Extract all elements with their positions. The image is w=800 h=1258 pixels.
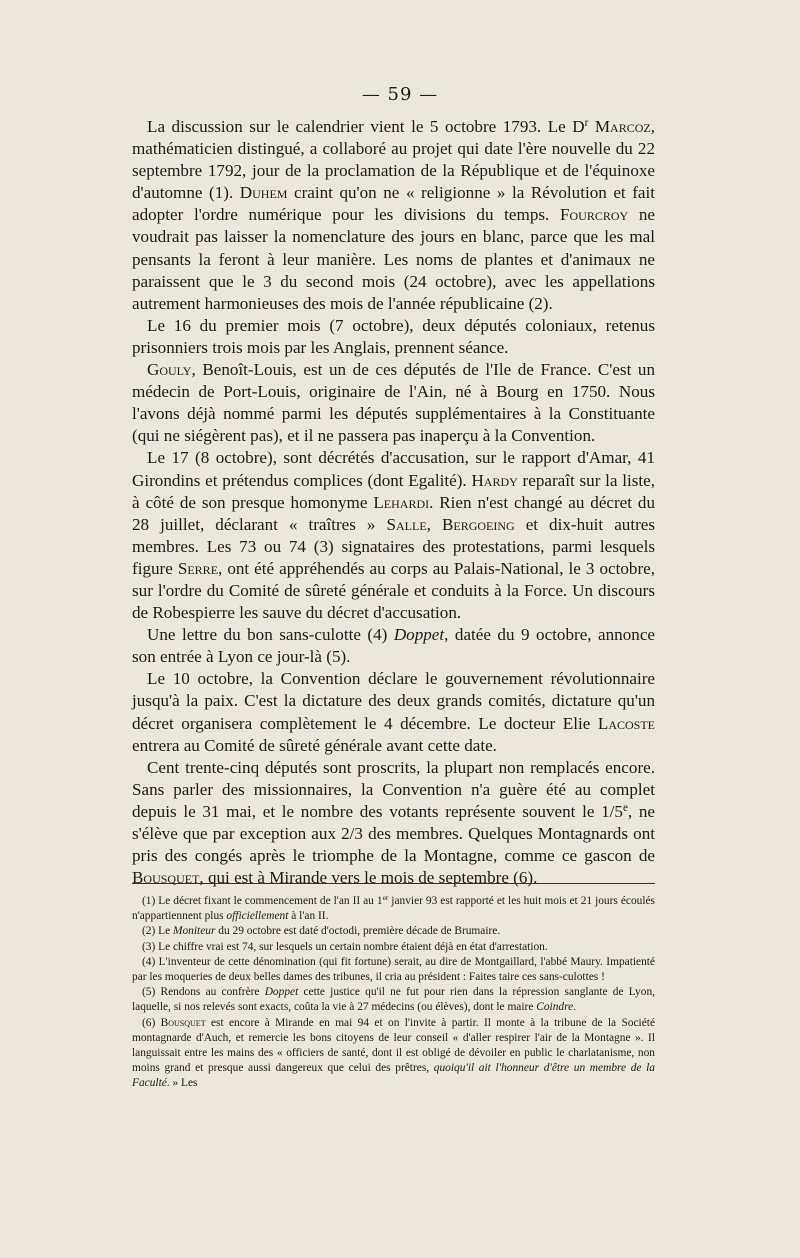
name-smallcaps: Bousquet xyxy=(132,868,200,888)
text-run: craint qu'on ne « religionne » la Révolution et fait adopter l'ordre numérique pour les divisions du temps. xyxy=(132,183,655,225)
text-run: . Rien n'est changé au décret du 28 juillet, déclarant « traîtres » xyxy=(132,492,655,534)
text-run: du 29 octobre est daté d'octodi, première décade de Brumaire. xyxy=(215,925,501,938)
text-run: (3) Le chiffre vrai est 74, sur lesquels un certain nombre étaient déjà en état d'arrestation. xyxy=(142,940,548,953)
paragraph xyxy=(132,116,655,315)
italic-text: Moniteur xyxy=(173,925,216,938)
text-run: janvier 93 est rapporté et les huit mois et 21 jours écoulés n'appartiennent plus xyxy=(132,895,655,923)
footnote xyxy=(132,924,655,939)
text-run: , ont été appréhendés au corps au Palais-National, le 3 octobre, sur l'ordre du Comité de sûreté générale et conduits à la Force. Un discours de Robespierre les sauve du décret d'accusation. xyxy=(132,558,655,623)
text-run: , qui est à Mirande vers le mois de septembre (6). xyxy=(199,868,538,888)
text-run: . » Les xyxy=(166,1077,198,1090)
italic-text: officiellement xyxy=(226,910,289,923)
name-smallcaps: Duhem xyxy=(239,183,288,203)
footnotes xyxy=(132,894,655,1092)
footnote xyxy=(132,955,655,985)
text-run: entrera au Comité de sûreté générale avant cette date. xyxy=(132,735,497,755)
text-run: (5) Rendons au confrère xyxy=(142,986,265,999)
text-run: , mathématicien distingué, a collaboré au projet qui date l'ère nouvelle du 22 septembre 1792, jour de la proclamation de la République et de l'équinoxe d'automne (1). xyxy=(132,117,655,203)
name-smallcaps: Bousquet xyxy=(160,1016,206,1029)
text-run: (6) xyxy=(142,1016,161,1029)
text-run: ne voudrait pas laisser la nomenclature des jours en blanc, parce que les mal pensants la feront à leur manière. Les noms de plantes et d'animaux ne paraissent que le 3 du second mois (24 octobre), avec les appellations autrement harmonieuses des mois de l'année républicaine (2). xyxy=(132,205,655,313)
text-run: Une lettre du bon sans-culotte (4) xyxy=(147,625,394,645)
paragraph xyxy=(132,668,655,756)
text-run: à l'an II. xyxy=(288,910,329,923)
italic-text: Coindre xyxy=(536,1001,574,1014)
name-smallcaps: Gouly xyxy=(147,360,192,380)
paragraph xyxy=(132,315,655,359)
text-run: reparaît sur la liste, à côté de son presque homonyme xyxy=(132,470,655,512)
page-number: — 59 — xyxy=(361,84,439,105)
main-text xyxy=(132,116,655,889)
superscript: e xyxy=(622,801,628,814)
paragraph xyxy=(132,359,655,447)
name-smallcaps: Lehardi xyxy=(373,492,430,512)
text-run: Le 16 du premier mois (7 octobre), deux députés coloniaux, retenus prisonniers trois mois par les Anglais, prennent séance. xyxy=(132,315,655,357)
footnote-rule xyxy=(132,883,655,884)
text-run: . xyxy=(573,1001,577,1014)
name-smallcaps: Serre xyxy=(177,558,219,578)
text-run: Le 17 (8 octobre), sont décrétés d'accusation, sur le rapport d'Amar, 41 Girondins et prétendus complices (dont Egalité). xyxy=(132,448,655,490)
text-run: Le 10 octobre, la Convention déclare le gouvernement révolutionnaire jusqu'à la paix. C'est la dictature des deux grands comités, dictature qu'un décret organisera complètement le 4 décembre. Le docteur Elie xyxy=(132,669,655,733)
name-smallcaps: Salle xyxy=(386,514,427,534)
italic-text: Doppet xyxy=(393,625,445,645)
footnote xyxy=(132,985,655,1015)
text-run: La discussion sur le calendrier vient le 5 octobre 1793. Le D xyxy=(147,117,585,136)
text-run: cette justice qu'il ne fut pour rien dans la répression sanglante de Lyon, laquelle, si nos relevés sont exacts, coûta la vie à 27 médecins (ou élèves), dont le maire xyxy=(132,986,655,1014)
text-run: , xyxy=(426,514,442,534)
footnote xyxy=(132,894,655,924)
footnote xyxy=(132,1016,655,1092)
name-smallcaps: Marcoz xyxy=(594,117,651,136)
text-run: (4) L'inventeur de cette dénomination (qui fit fortune) serait, au dire de Montgaillard, l'abbé Maury. Impatienté par les moqueries de deux belles dames des tribunes, il cria au président : Faites taire ces sans-culottes ! xyxy=(132,955,655,984)
name-smallcaps: Lacoste xyxy=(597,713,655,733)
text-run: est encore à Mirande en mai 94 et on l'invite à partir. Il monte à la tribune de la Société montagnarde d'Auch, et remercie les bons citoyens de leur conseil « d'aller respirer l'air de la Montagne ». Il languissait entre les mains des « officiers de santé, dont il est obligé de dévoiler en public le charlatanisme, non moins grand et presque aussi dangereux que celui des prêtres, xyxy=(132,1016,655,1075)
name-smallcaps: Bergoeing xyxy=(441,514,515,534)
text-run: (2) Le xyxy=(142,925,173,938)
text-run: Cent trente-cinq députés sont proscrits, la plupart non remplacés encore. Sans parler des missionnaires, la Convention n'a guère été au complet depuis le 31 mai, et le nombre des votants représente souvent le 1/5 xyxy=(132,757,655,821)
superscript: er xyxy=(382,892,389,902)
superscript: r xyxy=(584,116,589,129)
text-run: (1) Le décret fixant le commencement de l'an II au 1 xyxy=(142,895,383,907)
italic-text: quoiqu'il ait l'honneur d'être un membre de la Faculté xyxy=(132,1062,655,1090)
name-smallcaps: Fourcroy xyxy=(559,205,629,225)
text-run: , Benoît-Louis, est un de ces députés de l'Ile de France. C'est un médecin de Port-Louis, originaire de l'Ain, né à Bourg en 1750. Nous l'avons déjà nommé parmi les députés supplémentaires à la Constituante (qui ne siégèrent pas), et il ne passera pas inaperçu à la Convention. xyxy=(132,360,655,446)
text-run: , datée du 9 octobre, annonce son entrée à Lyon ce jour-là (5). xyxy=(132,625,656,667)
name-smallcaps: Hardy xyxy=(471,470,518,490)
text-run: et dix-huit autres membres. Les 73 ou 74 (3) signataires des protestations, parmi lesquels figure xyxy=(132,514,656,578)
paragraph xyxy=(132,447,655,624)
paragraph xyxy=(132,757,655,890)
footnote xyxy=(132,940,655,955)
text-run: , ne s'élève que par exception aux 2/3 des membres. Quelques Montagnards ont pris des congés après le triomphe de la Montagne, comme ce gascon de xyxy=(132,801,655,866)
italic-text: Doppet xyxy=(264,986,299,999)
paragraph xyxy=(132,624,655,668)
